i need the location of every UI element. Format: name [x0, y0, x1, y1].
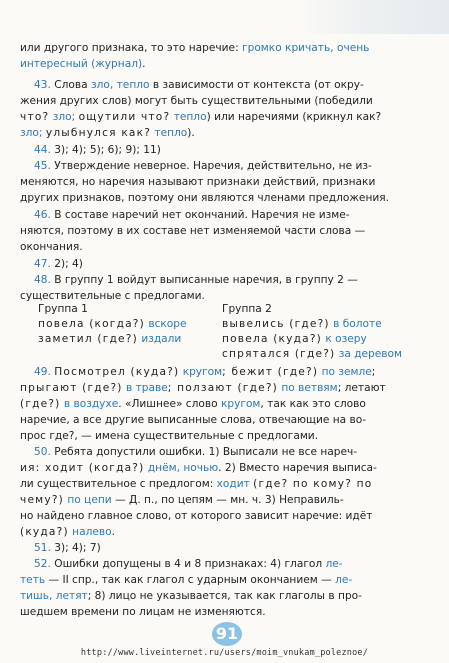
- answer-50: 50. Ребята допустили ошибки. 1) Выписали не все нареч-: [34, 446, 358, 458]
- text-line: теть — II спр., так как глагол с ударным окончанием — ле-: [20, 574, 353, 586]
- text-line: ли существительное с предлогом: ходит (где? по кому? по: [20, 478, 373, 490]
- text-line: (куда?) налево.: [20, 526, 115, 538]
- text-line: интересный (журнал).: [20, 58, 146, 70]
- exercise-number: 43.: [34, 79, 51, 91]
- answer-44: 44. 3); 4); 5); 6); 9); 11): [34, 144, 161, 156]
- group-2-row: вывелись (где?) в болоте: [222, 318, 382, 330]
- example-word: вскоре: [148, 318, 187, 330]
- example-word: очень: [336, 42, 370, 54]
- answer-48: 48. В группу 1 войдут выписанные наречия, в группу 2 —: [34, 274, 358, 286]
- text-line: тишь, летят; 8) лицо не указывается, так как глаголы в про-: [20, 590, 362, 602]
- text-line: но найдено главное слово, от которого зависит наречие: идёт: [20, 510, 373, 522]
- text-line: (где?) в воздухе. «Лишнее» слово кругом, так как это слово: [20, 398, 366, 410]
- example-word: издали: [141, 333, 182, 345]
- exercise-number: 50.: [34, 446, 51, 458]
- example-word: тепло: [154, 127, 188, 139]
- text-line: окончания.: [20, 241, 83, 253]
- answer-49: 49. Посмотрел (куда?) кругом; бежит (где?) по земле;: [34, 366, 376, 378]
- example-word: по ветвям: [281, 382, 338, 394]
- text-line: шедшем времени по лицам не изменяются.: [20, 606, 266, 618]
- answer-45: 45. Утверждение неверное. Наречия, действительно, не из-: [34, 160, 372, 172]
- example-word: интересный (журнал): [20, 58, 143, 70]
- answer-52: 52. Ошибки допущены в 4 и 8 признаках: 4) глагол ле-: [34, 558, 343, 570]
- answer-46: 46. В составе наречий нет окончаний. Наречия не изме-: [34, 209, 350, 221]
- example-word: по цепи: [67, 494, 112, 506]
- example-word: по земле: [321, 366, 372, 378]
- example-word: налево: [72, 526, 112, 538]
- exercise-number: 45.: [34, 160, 51, 172]
- example-word: тепло: [116, 79, 150, 91]
- exercise-number: 51.: [34, 542, 51, 554]
- example-word: ле-: [325, 558, 343, 570]
- example-word: в воздухе: [63, 398, 119, 410]
- text-line: прос где?, — имена существительные с предлогами.: [20, 430, 319, 442]
- group-1-row: заметил (где?) издали: [38, 333, 182, 345]
- answer-47: 47. 2); 4): [34, 258, 83, 270]
- example-word: кругом: [220, 398, 261, 410]
- text-line: чему?) по цепи — Д. п., по цепям — мн. ч. 3) Неправиль-: [20, 494, 344, 506]
- example-word: за деревом: [338, 348, 403, 360]
- text-line: ия: ходит (когда?) днём, ночью. 2) Вместо наречия выписа-: [20, 462, 377, 474]
- group-1-row: повела (когда?) вскоре: [38, 318, 187, 330]
- exercise-number: 48.: [34, 274, 51, 286]
- exercise-number: 47.: [34, 258, 51, 270]
- example-word: днём, ночью: [147, 462, 219, 474]
- example-word: зло;: [20, 127, 43, 139]
- text-line: [20, 42, 432, 55]
- group-2-row: спрятался (где?) за деревом: [222, 348, 403, 360]
- example-word: зло;: [52, 111, 76, 123]
- text-line: что? зло; ощутили что? тепло) или наречиями (крикнул как?: [20, 111, 382, 123]
- group-2-title: Группа 2: [222, 303, 272, 315]
- top-decoration: [300, 0, 449, 34]
- text-line: няются, поэтому в их составе нет изменяемой части слова —: [20, 225, 366, 237]
- group-1-title: Группа 1: [38, 303, 88, 315]
- text-line: зло; улыбнулся как? тепло).: [20, 127, 195, 139]
- text-line: жения других слов) могут быть существительными (победили: [20, 95, 373, 107]
- exercise-number: 46.: [34, 209, 51, 221]
- answer-51: 51. 3); 4); 7): [34, 542, 101, 554]
- example-word: зло,: [91, 79, 114, 91]
- example-word: в болоте: [333, 318, 382, 330]
- exercise-number: 49.: [34, 366, 51, 378]
- example-word: ходит: [216, 478, 250, 490]
- group-2-row: повела (куда?) к озеру: [222, 333, 367, 345]
- example-word: в траве: [126, 382, 168, 394]
- exercise-number: 44.: [34, 144, 51, 156]
- example-word: тепло: [173, 111, 207, 123]
- source-url[interactable]: http://www.liveinternet.ru/users/moim_vnukam_poleznoe/: [80, 648, 369, 658]
- page-number: 91: [212, 622, 242, 646]
- example-word: ле-: [335, 574, 353, 586]
- text-line: других признаков, поэтому они являются членами предложения.: [20, 192, 389, 204]
- example-word: тишь, летят: [20, 590, 88, 602]
- text-line: меняются, но наречия называют признаки действий, признаки: [20, 176, 376, 188]
- example-word: теть: [20, 574, 46, 586]
- example-word: кругом: [182, 366, 223, 378]
- answer-43: 43. Слова зло, тепло в зависимости от контекста (от окру-: [34, 79, 364, 91]
- example-word: к озеру: [325, 333, 367, 345]
- text-line: существительные с предлогами.: [20, 290, 205, 302]
- text-line: наречие, а все другие выписанные слова, отвечающие на во-: [20, 414, 367, 426]
- text-line: прыгают (где?) в траве; ползают (где?) по ветвям; летают: [20, 382, 386, 394]
- example-word: громко кричать,: [242, 42, 334, 54]
- text: или другого признака, то это наречие:: [20, 42, 239, 54]
- exercise-number: 52.: [34, 558, 51, 570]
